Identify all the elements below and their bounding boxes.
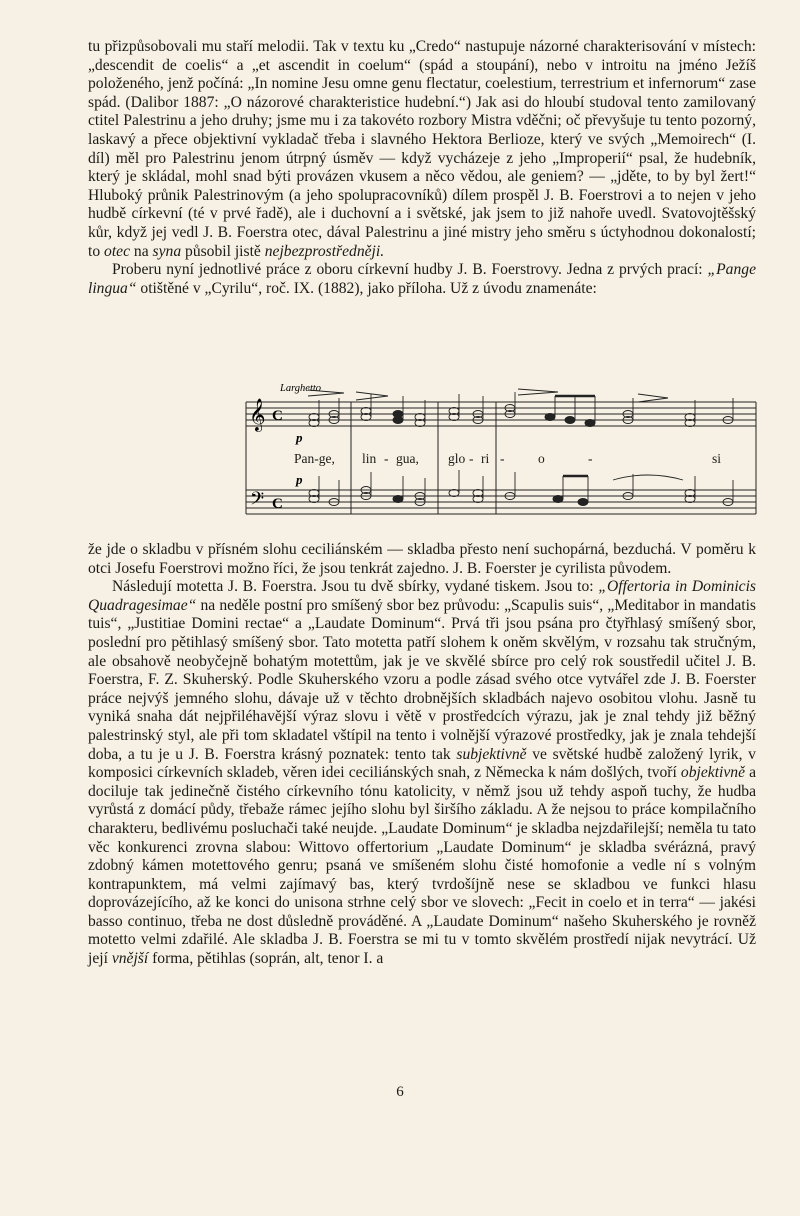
text-block-top [88, 38, 756, 298]
lyric-syllable: lin [362, 451, 377, 466]
bass-clef-icon: 𝄢 [250, 489, 265, 514]
text-run: na [130, 242, 153, 260]
music-example [238, 380, 758, 530]
lyric-syllable: - [500, 451, 505, 466]
hairpins [308, 389, 668, 402]
paragraph [88, 578, 756, 968]
time-signature-lower: C [272, 496, 283, 512]
text-run: otištěné v „Cyrilu“, roč. IX. (1882), jako příloha. Už z úvodu znamenáte: [136, 279, 597, 297]
staff-upper [246, 402, 756, 426]
text-run: že jde o skladbu v přísném slohu ceciliánském — skladba přesto není suchopárná, bezduchá. V poměru k otci Josefu Foerstrovi možno říci, že jsou tenkrát zajedno. J. B. Foerster je cyrilista původem. [88, 541, 756, 577]
text-run: a dociluje tak jedinečně čistého církevního tónu katolicity, v němž jsou už tehdy aspoň tuchy, že hudba vyrůstá z domácí půdy, třebaže rámec jejího slohu byl širšího základu. A že nejsou to práce kompilačního charakteru, bedlivému posluchači také neujde. „Laudate Dominum“ je skladba nejzdařilejší; neměla tu tato věc konkurenci zrovna slabou: Wittovo offertorium „Laudate Dominum“ je skladba svérázná, pravý zdobný kámen motettového genru; psaná ve smíšeném slohu čisté homofonie a vedle ní s volným kontrapunktem, má velmi zajímavý bas, který tvrdošíjně nese se skladbou ve funkci hlasu doprovázejícího, až ke konci do unisona strhne celý sbor ve slovech: „Fecit in coelo et in terra“ — jakési basso continuo, třeba ne dost důsledně prováděné. A „Laudate Dominum“ našeho Skuherského je rovněž motetto velmi zdařilé. Ale skladba J. B. Foerstra se mi tu v tomto skvělém prostředí nijak nevytrácí. Už její [88, 764, 756, 968]
italic-text: subjektivně [456, 745, 527, 763]
italic-text: otec [104, 242, 131, 260]
page-number: 6 [396, 1084, 404, 1100]
lyric-syllable: - [469, 451, 474, 466]
italic-text: „Offertoria in Dominicis Quadragesimae“ [88, 578, 757, 614]
lyric-syllable: gua, [396, 451, 419, 466]
lyric-syllable: o [538, 451, 545, 466]
text-run: tu přizpůsobovali mu staří melodii. Tak v textu ku „Credo“ nastupuje názorné charakterisování v místech: „descendit de coelis“ a „et ascendit in coelum“ (spád a stoupání), nebo v introitu na jméno Ježíš položeného, jenž počíná: „In nomine Jesu omne genu flectatur, coelestium, terrestrium et infernorum“ zase spád. (Dalibor 1887: „O názorové charakteristice hudební.“) Jak asi do hloubí studoval tento zamilovaný ctitel Palestrinu a jeho druhy; jsme mu i za takovéto rozbory Mistra vděčni; oč převyšuje tu tento pozorný, laskavý a přece objektivní vykladač třeba i slavného Hektora Berlioze, který ve svých „Memoirech“ (I. díl) měl pro Palestrinu jenom útrpný úsměv — když vycházeje z jeho „Improperií“ psal, že hudebník, který je skládal, mohl snad býti provázen vkusem a něco vědou, ale geniem? — „jděte, to by byl žert!“ Hluboký průnik Palestrinovým (a jeho spolupracovníků) dílem prospěl J. B. Foerstrovi a to nejen v jeho hudbě církevní (té v prvé řadě), ale i duchovní a i světské, jak jsem to již nahoře uvedl. Svatovojtěšský kůr, když jej vedl J. B. Foerstra otec, dával Palestrinu a jiné mistry jeho směru s úctyhodnou dokonalostí; to [88, 38, 756, 260]
dynamic-upper: p [296, 430, 303, 445]
lyric-syllable: - [588, 451, 593, 466]
lyric-syllable: ri [481, 451, 490, 466]
paragraph [88, 38, 756, 261]
text-run: ve světské hudbě založený lyrik, v komposici církevních skladeb, věren idei ceciliánských snah, z Německa k nám došlých, tvoří [88, 745, 756, 782]
text-run: působil jistě [181, 242, 265, 260]
notes-upper [309, 392, 733, 427]
text-run: na neděle postní pro smíšený sbor bez průvodu: „Scapulis suis“, „Meditabor in mandatis tuis“, „Justitiae Domini rectae“ a „Laudate Dominum“. Prvá tři jsou psána pro čtyřhlasý smíšený sbor, poslední pro pětihlasý smíšený sbor. Tato motetta patří slohem k oněm skvělým, v rozsahu tak stručným, ale obsahově neobyčejně bohatým motettům, jak je ve skvělé sbírce pro celý rok soustředil učitel J. B. Foerstra, F. Z. Skuherský. Podle Skuherského vzoru a podle zásad svého otce vytvářel zde J. B. Foerster práce nejvýš jemného slohu, dávaje už v těchto drobnějších skladbách najevo osobitou vlohu. Jasně tu vyniká snaha dát nejpřiléhavější výraz slovu i větě v prostředcích výrazu, jak je znal tehdy již běžný palestrinský styl, ale při tom skladatel vštípil na tento i volnější výrazové prostředky, jak je znala tehdejší doba, a tu je u J. B. Foerstra krásný poznatek: tento tak [88, 596, 756, 763]
italic-text: vnější [111, 950, 149, 968]
lyric-syllable: glo [448, 451, 466, 466]
paragraph [88, 261, 756, 298]
lyric-syllable: Pan-ge, [294, 451, 335, 466]
treble-clef-icon: 𝄞 [249, 398, 266, 431]
lyric-syllable: si [712, 451, 722, 466]
italic-text: objektivně [680, 764, 745, 782]
paragraph [88, 541, 756, 578]
tempo-marking: Larghetto [280, 383, 322, 394]
staff-lower [246, 490, 756, 514]
text-block-bottom [88, 541, 756, 969]
text-run: forma, pětihlas (soprán, alt, tenor I. a [148, 950, 384, 968]
slur [613, 475, 683, 480]
text-run: Proberu nyní jednotlivé práce z oboru církevní hudby J. B. Foerstrovy. Jedna z prvých prací: [112, 261, 708, 279]
text-run: Následují motetta J. B. Foerstra. Jsou tu dvě sbírky, vydané tiskem. Jsou to: [112, 578, 599, 596]
italic-text: syna [152, 242, 182, 260]
lyric-syllable: - [384, 451, 389, 466]
lyrics [294, 451, 721, 466]
notes-lower [309, 470, 733, 506]
dynamic-lower: p [296, 472, 303, 487]
time-signature-upper: C [272, 408, 283, 424]
italic-text: nejbezprostředněji. [264, 242, 385, 260]
italic-text: „Pange lingua“ [88, 261, 756, 297]
